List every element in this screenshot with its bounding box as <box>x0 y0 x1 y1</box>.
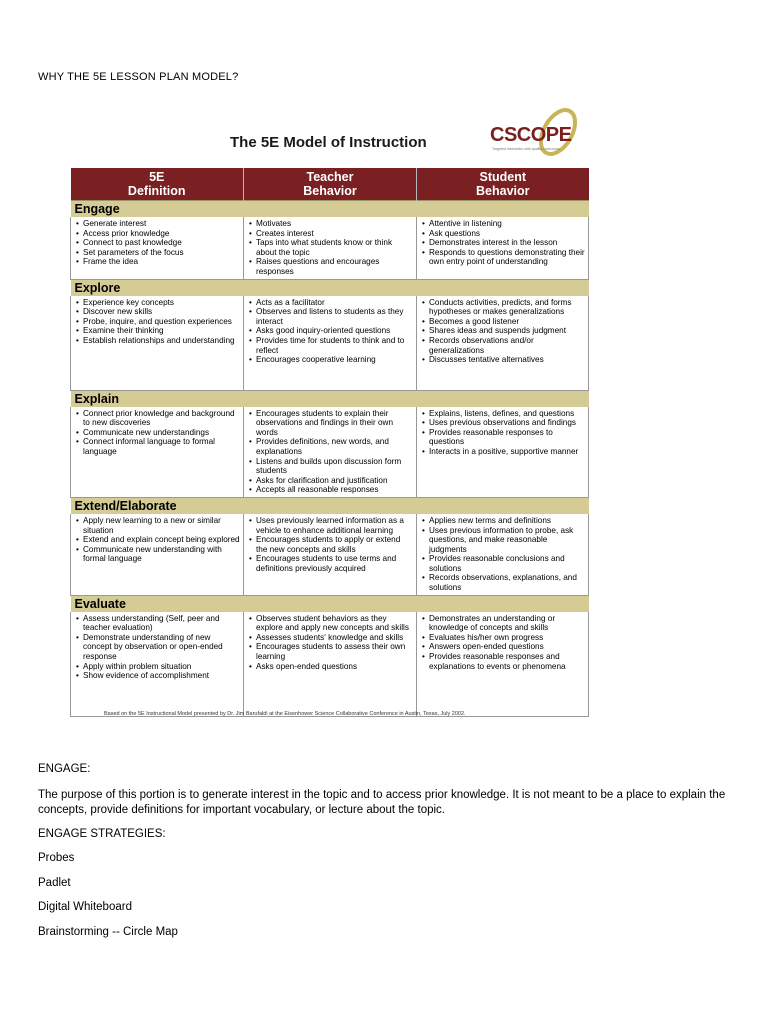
bullet-item: • Interacts in a positive, supportive manner <box>429 447 585 457</box>
student-list <box>420 516 585 593</box>
bullet-item: • Establish relationships and understanding <box>83 336 240 346</box>
bullet-item: • Evaluates his/her own progress <box>429 633 585 643</box>
teacher-cell <box>244 296 417 391</box>
bullet-item: • Demonstrates interest in the lesson <box>429 238 585 248</box>
stage-name: Evaluate <box>71 595 589 612</box>
definition-list <box>74 409 240 457</box>
student-cell <box>417 612 589 717</box>
bullet-item: • Assesses students' knowledge and skills <box>256 633 413 643</box>
strategy-item: Brainstorming -- Circle Map <box>38 926 178 938</box>
student-list <box>420 614 585 672</box>
stage-body-row <box>71 217 589 279</box>
bullet-item: • Set parameters of the focus <box>83 248 240 258</box>
bullet-item: • Encourages students to assess their own learning <box>256 642 413 661</box>
bullet-item: • Asks open-ended questions <box>256 662 413 672</box>
bullet-item: • Listens and builds upon discussion form students <box>256 457 413 476</box>
bullet-item: • Acts as a facilitator <box>256 298 413 308</box>
logo-tagline: Targeted instruction with quality curriculum <box>492 147 560 151</box>
bullet-item: • Records observations and/or generalizations <box>429 336 585 355</box>
bullet-item: • Provides reasonable conclusions and solutions <box>429 554 585 573</box>
definition-cell <box>71 407 244 498</box>
bullet-item: • Shares ideas and suspends judgment <box>429 326 585 336</box>
figure-title: The 5E Model of Instruction <box>230 134 427 151</box>
definition-cell <box>71 296 244 391</box>
stage-name: Extend/Elaborate <box>71 497 589 514</box>
bullet-item: • Responds to questions demonstrating their own entry point of understanding <box>429 248 585 267</box>
teacher-cell <box>244 514 417 595</box>
bullet-item: • Communicate new understandings <box>83 428 240 438</box>
stage-row <box>71 390 589 407</box>
bullet-item: • Observes and listens to students as they interact <box>256 307 413 326</box>
bullet-item: • Raises questions and encourages responses <box>256 257 413 276</box>
bullet-item: • Demonstrate understanding of new concept by observation or open-ended response <box>83 633 240 662</box>
logo-word: CSCOPE <box>490 124 572 146</box>
teacher-list <box>247 409 413 495</box>
cscope-logo <box>488 106 588 166</box>
definition-list <box>74 614 240 681</box>
stage-name: Explore <box>71 279 589 296</box>
bullet-item: • Extend and explain concept being explored <box>83 535 240 545</box>
bullet-item: • Records observations, explanations, and solutions <box>429 573 585 592</box>
stage-name: Engage <box>71 201 589 218</box>
engage-paragraph: The purpose of this portion is to generate interest in the topic and to access prior knowledge. It is not meant to be a place to explain the concepts, provide definitions for important vocabulary, or lecture about the topic. <box>38 789 726 816</box>
bullet-item: • Accepts all reasonable responses <box>256 485 413 495</box>
student-cell <box>417 514 589 595</box>
stage-body-row <box>71 296 589 391</box>
bullet-item: • Apply new learning to a new or similar situation <box>83 516 240 535</box>
stage-row <box>71 497 589 514</box>
bullet-item: • Provides definitions, new words, and explanations <box>256 437 413 456</box>
page-heading: WHY THE 5E LESSON PLAN MODEL? <box>38 71 239 83</box>
definition-list <box>74 298 240 346</box>
strategy-item: Digital Whiteboard <box>38 901 132 913</box>
definition-cell <box>71 612 244 717</box>
teacher-list <box>247 614 413 672</box>
bullet-item: • Conducts activities, predicts, and forms hypotheses or makes generalizations <box>429 298 585 317</box>
student-cell <box>417 407 589 498</box>
strategy-item: Padlet <box>38 877 71 889</box>
bullet-item: • Experience key concepts <box>83 298 240 308</box>
bullet-item: • Motivates <box>256 219 413 229</box>
stage-row <box>71 201 589 218</box>
bullet-item: • Provides reasonable responses and explanations to events or phenomena <box>429 652 585 671</box>
stage-row <box>71 279 589 296</box>
bullet-item: • Taps into what students know or think about the topic <box>256 238 413 257</box>
bullet-item: • Probe, inquire, and question experiences <box>83 317 240 327</box>
bullet-item: • Becomes a good listener <box>429 317 585 327</box>
stage-body-row <box>71 407 589 498</box>
column-header-definition: 5E Definition <box>71 168 244 201</box>
strategies-label: ENGAGE STRATEGIES: <box>38 828 166 840</box>
student-list <box>420 219 585 267</box>
bullet-item: • Encourages students to apply or extend the new concepts and skills <box>256 535 413 554</box>
5e-model-figure <box>70 104 590 718</box>
student-list <box>420 409 585 457</box>
bullet-item: • Encourages students to use terms and definitions previously acquired <box>256 554 413 573</box>
bullet-item: • Show evidence of accomplishment <box>83 671 240 681</box>
teacher-cell <box>244 612 417 717</box>
bullet-item: • Access prior knowledge <box>83 229 240 239</box>
definition-cell <box>71 217 244 279</box>
definition-list <box>74 219 240 267</box>
stage-body-row <box>71 514 589 595</box>
bullet-item: • Ask questions <box>429 229 585 239</box>
bullet-item: • Attentive in listening <box>429 219 585 229</box>
student-cell <box>417 217 589 279</box>
bullet-item: • Discover new skills <box>83 307 240 317</box>
bullet-item: • Connect informal language to formal language <box>83 437 240 456</box>
figure-caption: Based on the 5E Instructional Model presented by Dr. Jim Barufaldi at the Eisenhower Science Collaborative Conference in Austin, Texas, July 2002. <box>104 711 466 717</box>
column-header-student: Student Behavior <box>417 168 589 201</box>
stage-body-row <box>71 612 589 717</box>
bullet-item: • Frame the idea <box>83 257 240 267</box>
bullet-item: • Explains, listens, defines, and questions <box>429 409 585 419</box>
stage-row <box>71 595 589 612</box>
bullet-item: • Assess understanding (Self, peer and teacher evaluation) <box>83 614 240 633</box>
teacher-cell <box>244 407 417 498</box>
bullet-item: • Encourages students to explain their observations and findings in their own words <box>256 409 413 438</box>
teacher-list <box>247 298 413 365</box>
bullet-item: • Provides time for students to think and to reflect <box>256 336 413 355</box>
5e-model-table <box>70 168 589 717</box>
bullet-item: • Apply within problem situation <box>83 662 240 672</box>
bullet-item: • Asks for clarification and justification <box>256 476 413 486</box>
bullet-item: • Uses previous observations and findings <box>429 418 585 428</box>
column-header-teacher: Teacher Behavior <box>244 168 417 201</box>
bullet-item: • Connect to past knowledge <box>83 238 240 248</box>
bullet-item: • Creates interest <box>256 229 413 239</box>
engage-label: ENGAGE: <box>38 763 91 775</box>
bullet-item: • Discusses tentative alternatives <box>429 355 585 365</box>
definition-cell <box>71 514 244 595</box>
strategy-item: Probes <box>38 852 75 864</box>
bullet-item: • Provides reasonable responses to questions <box>429 428 585 447</box>
student-list <box>420 298 585 365</box>
bullet-item: • Uses previously learned information as a vehicle to enhance additional learning <box>256 516 413 535</box>
bullet-item: • Connect prior knowledge and background to new discoveries <box>83 409 240 428</box>
definition-list <box>74 516 240 564</box>
bullet-item: • Encourages cooperative learning <box>256 355 413 365</box>
bullet-item: • Communicate new understanding with formal language <box>83 545 240 564</box>
bullet-item: • Applies new terms and definitions <box>429 516 585 526</box>
teacher-list <box>247 516 413 574</box>
bullet-item: • Asks good inquiry-oriented questions <box>256 326 413 336</box>
student-cell <box>417 296 589 391</box>
bullet-item: • Demonstrates an understanding or knowledge of concepts and skills <box>429 614 585 633</box>
bullet-item: • Generate interest <box>83 219 240 229</box>
bullet-item: • Uses previous information to probe, ask questions, and make reasonable judgments <box>429 526 585 555</box>
bullet-item: • Examine their thinking <box>83 326 240 336</box>
bullet-item: • Observes student behaviors as they explore and apply new concepts and skills <box>256 614 413 633</box>
teacher-cell <box>244 217 417 279</box>
bullet-item: • Answers open-ended questions <box>429 642 585 652</box>
stage-name: Explain <box>71 390 589 407</box>
teacher-list <box>247 219 413 277</box>
